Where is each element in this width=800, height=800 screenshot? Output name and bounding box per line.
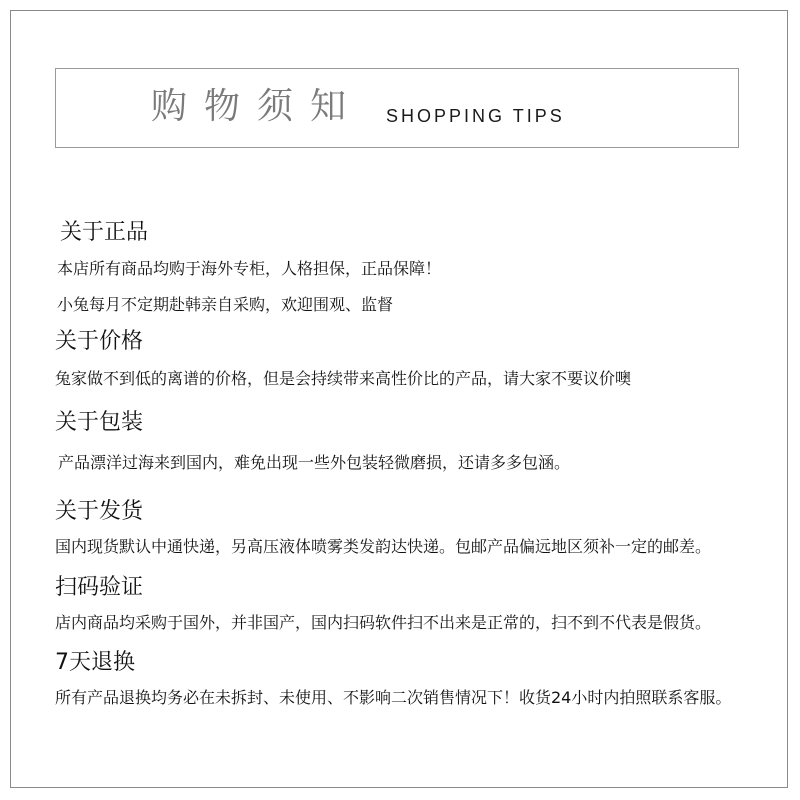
section-heading: 扫码验证 bbox=[55, 575, 144, 600]
section-text: 国内现货默认中通快递，另高压液体喷雾类发韵达快递。包邮产品偏远地区须补一定的邮差。 bbox=[55, 537, 712, 556]
section-text: 本店所有商品均购于海外专柜，人格担保，正品保障！ bbox=[57, 259, 442, 278]
section-text: 兔家做不到低的离谱的价格，但是会持续带来高性价比的产品，请大家不要议价噢 bbox=[55, 369, 632, 388]
section-heading: 关于正品 bbox=[60, 220, 149, 245]
section-text: 小兔每月不定期赴韩亲自采购，欢迎围观、监督 bbox=[57, 295, 394, 314]
page-subtitle: SHOPPING TIPS bbox=[386, 106, 565, 126]
section-text: 产品漂洋过海来到国内，难免出现一些外包装轻微磨损，还请多多包涵。 bbox=[58, 453, 571, 472]
section-heading: 7天退换 bbox=[55, 650, 135, 675]
title-banner bbox=[55, 68, 739, 148]
section-heading: 关于发货 bbox=[55, 499, 144, 524]
section-text: 所有产品退换均务必在未拆封、未使用、不影响二次销售情况下！收货24小时内拍照联系客服。 bbox=[55, 688, 732, 707]
section-text: 店内商品均采购于国外，并非国产，国内扫码软件扫不出来是正常的，扫不到不代表是假货。 bbox=[55, 613, 712, 632]
section-heading: 关于包装 bbox=[55, 410, 144, 435]
page-title: 购物须知 bbox=[151, 86, 364, 127]
section-heading: 关于价格 bbox=[55, 329, 144, 354]
